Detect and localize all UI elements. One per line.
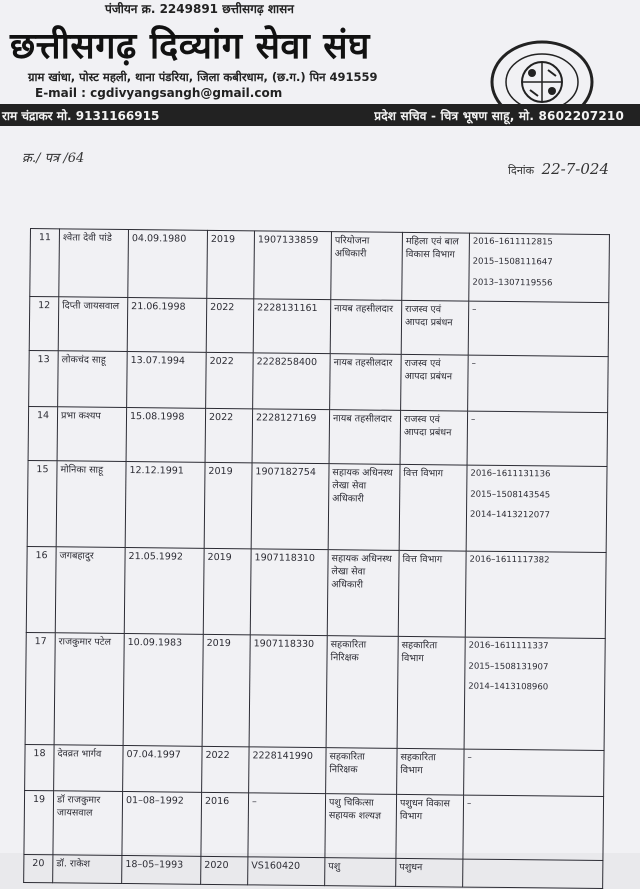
row-department: वित्त विभाग [398, 551, 466, 638]
exam-history-entry: 2014–1413212077 [469, 509, 551, 521]
table-row [28, 407, 608, 467]
row-name: मोनिका साहू [56, 461, 126, 548]
row-year: 2022 [202, 747, 249, 793]
row-post: नायब तहसीलदार [330, 300, 402, 355]
secretary-contact: प्रदेश सचिव - चित्र भूषण साहू, मो. 8602207210 [374, 108, 624, 123]
letter-date [508, 160, 609, 178]
row-date-of-birth: 10.09.1983 [123, 634, 203, 747]
table-row [29, 297, 609, 357]
row-date-of-birth: 21.06.1998 [127, 298, 207, 353]
row-serial-number: 20 [24, 855, 53, 883]
row-serial-number: 12 [29, 297, 59, 351]
row-department: पशुधन विकास विभाग [396, 795, 464, 860]
row-exam-history [463, 795, 604, 860]
row-roll-number: 1907118310 [250, 549, 328, 636]
row-serial-number: 15 [27, 461, 57, 547]
exam-history-entry: 2016–1611111337 [468, 641, 549, 652]
row-department: पशुधन [396, 859, 463, 888]
row-roll-number: – [248, 793, 326, 858]
row-exam-history [468, 302, 609, 357]
row-post: नायब तहसीलदार [330, 354, 402, 411]
row-post: सहकारिता निरिक्षक [326, 748, 397, 795]
row-post: नायब तहसीलदार [329, 410, 401, 465]
row-post: पशु [325, 858, 396, 887]
row-serial-number: 11 [30, 229, 60, 298]
table-row [27, 461, 607, 553]
president-contact: राम चंद्राकर मो. 9131166915 [2, 108, 160, 123]
row-serial-number: 13 [29, 351, 59, 407]
row-post: परियोजना अधिकारी [331, 232, 403, 301]
row-roll-number: 1907133859 [254, 231, 332, 300]
row-year: 2020 [201, 857, 248, 885]
row-exam-history [464, 637, 605, 750]
row-serial-number: 18 [25, 745, 54, 791]
date-label: दिनांक [508, 164, 535, 177]
row-roll-number: 2228131161 [253, 299, 331, 354]
row-year: 2022 [206, 299, 254, 353]
table-row [26, 547, 606, 639]
row-date-of-birth: 18–05–1993 [122, 856, 201, 885]
row-roll-number: 2228127169 [252, 409, 330, 464]
row-date-of-birth: 15.08.1998 [126, 408, 206, 463]
row-name: राजकुमार पटेल [54, 633, 124, 746]
row-post: सहायक अधिनस्थ लेखा सेवा अधिकारी [328, 464, 400, 551]
exam-history-entry: 2016–1611117382 [469, 555, 550, 566]
row-date-of-birth: 01–08–1992 [122, 792, 202, 857]
row-date-of-birth: 12.12.1991 [125, 462, 205, 549]
row-name: दिप्ती जायसवाल [58, 297, 128, 352]
row-exam-history [463, 859, 603, 888]
row-serial-number: 19 [24, 791, 54, 855]
reference-number: क्र./ पत्र /64 [22, 151, 85, 166]
row-year: 2019 [207, 230, 255, 299]
row-date-of-birth: 21.05.1992 [124, 548, 204, 635]
records-table [23, 228, 610, 889]
organization-name: छत्तीसगढ़ दिव्यांग सेवा संघ [10, 26, 370, 67]
row-department: राजस्व एवं आपदा प्रबंधन [401, 355, 469, 412]
exam-history-entry: – [472, 305, 477, 316]
row-serial-number: 14 [28, 407, 58, 461]
row-roll-number: VS160420 [248, 857, 325, 886]
exam-history-entry: 2015–1508143545 [470, 489, 551, 501]
row-name: लोकचंद साहू [58, 351, 128, 408]
row-exam-history [464, 749, 604, 796]
exam-history-entry: – [467, 753, 472, 764]
row-name: डॉ राजकुमार जायसवाल [53, 791, 123, 856]
row-name: जगबहादुर [55, 547, 125, 634]
row-exam-history [469, 233, 610, 303]
row-roll-number: 2228141990 [249, 747, 326, 794]
row-date-of-birth: 07.04.1997 [123, 746, 202, 793]
row-department: सहकारिता विभाग [397, 637, 465, 750]
table-row [24, 855, 603, 889]
row-name: देवव्रत भार्गव [54, 745, 123, 792]
row-name: डॉ. राकेश [53, 855, 122, 884]
row-exam-history [467, 411, 608, 466]
organization-address: ग्राम खांधा, पोस्ट महली, थाना पंडरिया, जिला कबीरधाम, (छ.ग.) पिन 491559 [28, 70, 378, 84]
row-year: 2022 [205, 409, 253, 463]
exam-history-entry [466, 863, 599, 864]
table-row [25, 745, 604, 797]
row-department: सहकारिता विभाग [397, 749, 464, 796]
organization-email: E-mail : cgdivyangsangh@gmail.com [35, 86, 283, 100]
date-value: 22-7-024 [541, 160, 609, 178]
row-year: 2019 [204, 463, 252, 549]
row-roll-number: 1907118330 [249, 635, 327, 748]
exam-history-entry: 2013–1307119556 [472, 277, 553, 289]
table-row [24, 791, 604, 861]
exam-history-entry: – [471, 359, 476, 370]
row-post: पशु चिकित्सा सहायक शल्यज्ञ [325, 794, 397, 859]
exam-history-entry: 2014–1413108960 [468, 681, 549, 693]
row-year: 2016 [201, 793, 249, 857]
row-year: 2019 [203, 549, 251, 635]
row-serial-number: 16 [26, 547, 56, 633]
table-row [29, 351, 609, 413]
exam-history-entry: 2016–1611112815 [472, 236, 553, 248]
contact-bar [0, 104, 640, 126]
row-serial-number: 17 [25, 633, 55, 745]
row-department: राजस्व एवं आपदा प्रबंधन [400, 411, 468, 466]
exam-history-entry: – [470, 415, 476, 426]
row-year: 2019 [202, 635, 250, 747]
row-exam-history [468, 356, 609, 413]
row-department: वित्त विभाग [399, 465, 467, 552]
row-roll-number: 1907182754 [251, 463, 329, 550]
row-post: सहायक अधिनस्थ लेखा सेवा अधिकारी [327, 550, 399, 637]
row-year: 2022 [206, 353, 254, 409]
exam-history-entry: – [466, 799, 472, 810]
row-exam-history [466, 465, 607, 552]
exam-history-entry: 2016–1611131136 [470, 469, 551, 480]
row-department: राजस्व एवं आपदा प्रबंधन [401, 301, 469, 356]
registration-number: पंजीयन क्र. 2249891 छत्तीसगढ़ शासन [105, 2, 294, 16]
exam-history-entry: 2015–1508131907 [468, 661, 549, 673]
row-department: महिला एवं बाल विकास विभाग [402, 232, 470, 301]
table-row [30, 229, 610, 303]
row-date-of-birth: 13.07.1994 [127, 352, 207, 409]
table-row [25, 633, 605, 751]
row-date-of-birth: 04.09.1980 [128, 230, 208, 299]
row-name: श्वेता देवी पांडे [59, 229, 129, 298]
row-exam-history [465, 551, 606, 638]
row-roll-number: 2228258400 [253, 353, 331, 410]
row-post: सहकारिता निरिक्षक [326, 636, 398, 749]
records-table-body [24, 229, 610, 889]
row-name: प्रभा कश्यप [57, 407, 127, 462]
exam-history-entry: 2015–1508111647 [472, 257, 553, 268]
